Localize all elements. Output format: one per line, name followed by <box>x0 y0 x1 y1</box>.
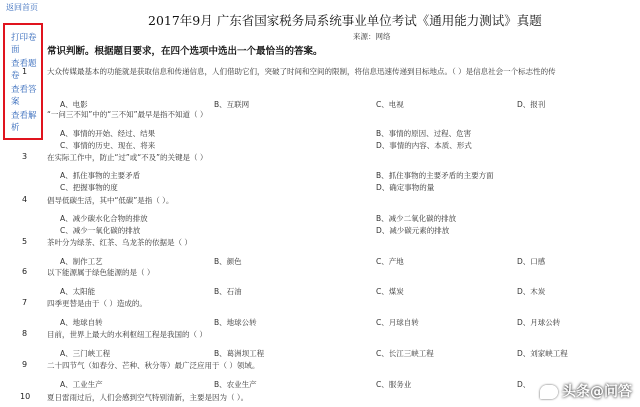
question-stem: 大众传媒最基本的功能就是获取信息和传递信息，人们借助它们，突破了时间和空间的限制，将信息迅速传递到目标地点。（ ）是信息社会一个标志性的传 <box>47 67 556 76</box>
option: D、确定事物的量 <box>376 183 435 192</box>
question-number: 1 <box>22 67 28 76</box>
option: C、月球自转 <box>376 318 419 327</box>
option: A、制作工艺 <box>60 257 103 266</box>
source-label: 来源：网络 <box>353 32 391 41</box>
question-number: 9 <box>22 360 28 369</box>
option: C、事情的历史、现在、将来 <box>60 141 156 150</box>
print-paper-link[interactable]: 打印卷面 <box>11 33 37 55</box>
sidebar-panel <box>3 23 43 140</box>
option: D、报刊 <box>517 100 546 109</box>
back-home-link[interactable]: 返回首页 <box>6 3 38 12</box>
option: B、颜色 <box>214 257 242 266</box>
option: C、把握事物的度 <box>60 183 118 192</box>
option: D、月球公转 <box>517 318 561 327</box>
question-stem: 目前，世界上最大的水利枢纽工程是我国的（ ） <box>47 330 207 339</box>
option: D、木炭 <box>517 287 546 296</box>
option: B、抓住事物的主要矛盾的主要方面 <box>376 171 494 180</box>
option: D、 <box>517 380 531 389</box>
view-explanation-link[interactable]: 查看解析 <box>11 111 37 133</box>
question-number: 6 <box>22 267 28 276</box>
option: A、地球自转 <box>60 318 103 327</box>
question-stem: 茶叶分为绿茶、红茶、乌龙茶的依据是（ ） <box>47 238 192 247</box>
option: D、事情的内容、本质、形式 <box>376 141 472 150</box>
option: B、事情的原因、过程、危害 <box>376 129 472 138</box>
option: B、地球公转 <box>214 318 257 327</box>
option: C、产地 <box>376 257 404 266</box>
view-answers-link[interactable]: 查看答案 <box>11 85 37 107</box>
question-stem: 四季更替是由于（ ）造成的。 <box>47 299 147 308</box>
option: A、太阳能 <box>60 287 96 296</box>
option: C、长江三峡工程 <box>376 349 434 358</box>
option: B、农业生产 <box>214 380 257 389</box>
option: D、刘家峡工程 <box>517 349 568 358</box>
option: B、葛洲坝工程 <box>214 349 265 358</box>
question-number: 3 <box>22 152 28 161</box>
watermark <box>540 381 632 401</box>
option: B、互联网 <box>214 100 250 109</box>
section-heading: 常识判断。根据题目要求，在四个选项中选出一个最恰当的答案。 <box>47 46 323 57</box>
question-stem: 夏日雷雨过后，人们会感到空气特别清新，主要是因为（ ）。 <box>47 393 249 402</box>
watermark-text: 头条@问答 <box>562 384 632 400</box>
option: D、减少碳元素的排放 <box>376 226 450 235</box>
question-number: 8 <box>22 329 28 338</box>
option: C、电视 <box>376 100 404 109</box>
option: B、石油 <box>214 287 242 296</box>
option: C、服务业 <box>376 380 412 389</box>
question-stem: 二十四节气（如春分、芒种、秋分等）最广泛应用于（ ）领域。 <box>47 361 260 370</box>
question-stem: 倡导低碳生活，其中“低碳”是指（ ）。 <box>47 196 174 205</box>
option: C、减少一氧化碳的排放 <box>60 226 141 235</box>
chat-bubble-icon <box>540 385 558 399</box>
option: B、减少二氧化碳的排放 <box>376 214 457 223</box>
page-title: 2017年9月 广东省国家税务局系统事业单位考试《通用能力测试》真题 <box>148 13 542 28</box>
question-stem: “一问三不知”中的“三不知”最早是指不知道（ ） <box>47 110 208 119</box>
option: D、口感 <box>517 257 546 266</box>
option: A、事情的开始、经过、结果 <box>60 129 156 138</box>
option: C、煤炭 <box>376 287 404 296</box>
option: A、工业生产 <box>60 380 103 389</box>
option: A、抓住事物的主要矛盾 <box>60 171 141 180</box>
question-number: 10 <box>20 392 31 401</box>
question-number: 4 <box>22 195 28 204</box>
option: A、减少碳水化合物的排放 <box>60 214 148 223</box>
option: A、电影 <box>60 100 88 109</box>
option: A、三门峡工程 <box>60 349 111 358</box>
question-stem: 以下能源属于绿色能源的是（ ） <box>47 268 155 277</box>
question-stem: 在实际工作中，防止“过”或“不及”的关键是（ ） <box>47 153 208 162</box>
question-number: 5 <box>22 237 28 246</box>
view-paper-link[interactable]: 查看题卷 <box>11 59 37 81</box>
question-number: 7 <box>22 298 28 307</box>
